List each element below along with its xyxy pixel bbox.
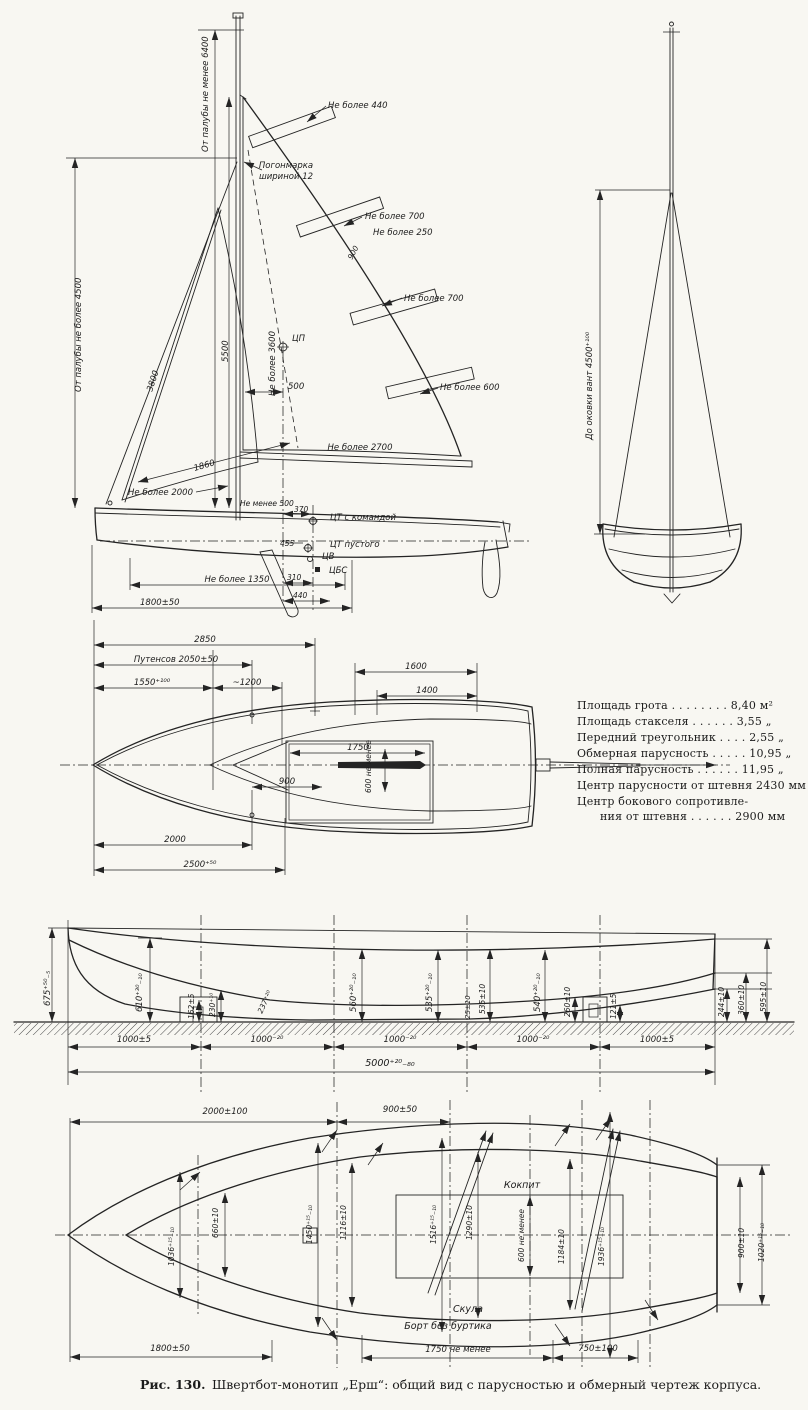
dim-1400: 1400 [416,686,438,696]
dim-600-plan: 600 не менее [517,1208,526,1262]
sail-plan-dimensions [66,30,530,613]
dim-310: 310 [287,573,302,582]
dim-batten2b: Не более 250 [373,228,433,238]
mainsail [240,95,461,456]
mast [233,13,243,520]
dim-putens: Путенсов 2050±50 [133,655,219,665]
dim-1036: 1036⁺¹⁵₋₁₀ [167,1226,176,1266]
dim-1936: 1936⁺¹⁵₋₁₀ [597,1226,606,1266]
spec-row: Обмерная парусность . . . . . 10,95 „ [577,747,792,760]
dim-244: 244±10 [717,986,726,1017]
dim-b750: 750±100 [578,1344,618,1354]
label-ct-crew: ЦТ с командой [330,513,396,523]
dim-b1800: 1800±50 [150,1344,190,1354]
dim-25: 25±10 [464,995,472,1019]
dim-cockpit-600: 600 не менее [364,739,373,793]
spec-row: Площадь грота . . . . . . . . 8,40 м² [577,699,774,712]
dim-230: 230⁺¹⁰ [208,992,217,1017]
dim-1550: 1550⁺¹⁰⁰ [133,678,171,688]
hull-section [603,524,741,603]
dim-cp-3600: Не более 3600 [268,331,278,396]
label-board: Борт без буртика [404,1321,492,1332]
dim-seg-1: 1000±5 [116,1035,152,1045]
dim-plan-900: 900±50 [382,1105,418,1115]
dim-b1750: 1750 не менее [425,1345,491,1355]
dim-675: 675⁺⁵⁰₋₅ [43,970,53,1006]
center-symbols [277,341,320,572]
label-chine: Скула [453,1304,483,1315]
caption-text: Швертбот-монотип „Ерш“: общий вид с парусностью и обмерный чертеж корпуса. [212,1377,762,1392]
dim-1184: 1184±10 [557,1229,566,1264]
dim-seg-5: 1000±5 [639,1035,675,1045]
dim-1290: 1290±10 [465,1205,474,1240]
dim-shroud-4500: До оковки вант 4500⁺¹⁰⁰ [585,331,595,440]
dim-660: 660±10 [211,1207,220,1238]
dim-370: 370 [294,505,309,514]
label-cockpit: Кокпит [503,1180,541,1191]
dim-1600: 1600 [405,662,427,672]
dim-535b: 535±10 [478,983,487,1014]
spec-row: Центр парусности от штевня 2430 мм [577,779,807,792]
dim-boom-2700: Не более 2700 [327,443,393,453]
deck-outline [93,700,536,834]
label-band-2: шириной 12 [258,172,314,182]
dim-900-plan: 900±10 [737,1227,746,1258]
jib [106,162,258,505]
dim-560: 560⁺²⁰₋₁₀ [349,973,359,1012]
dim-2850: 2850 [194,635,216,645]
spec-row: Передний треугольник . . . . 2,55 „ [577,731,785,744]
dim-2500: 2500⁺⁵⁰ [183,860,217,870]
spec-row: Полная парусность . . . . . . 11,95 „ [577,763,784,776]
dim-595: 595±10 [759,981,768,1012]
bow-view-dimensions [594,190,670,534]
dim-deck-4500: От палубы не более 4500 [74,277,84,392]
dim-batten4: Не более 600 [440,383,500,393]
dim-plan-2000: 2000±100 [202,1107,248,1117]
label-band-1: Погонмарка [258,161,314,171]
dim-seg-4: 1000⁻²⁰ [516,1035,550,1045]
dim-deck-6400: От палубы не менее 6400 [201,36,211,152]
label-cbs: ЦБС [329,566,348,576]
dim-360: 360±10 [737,984,746,1015]
dim-1516: 1516⁺¹⁵₋₁₀ [429,1204,438,1244]
dim-batten3: Не более 700 [404,294,464,304]
spec-row: Площадь стакселя . . . . . . 3,55 „ [577,715,772,728]
dim-cp-500: 500 [288,382,305,392]
dim-1450: 1450⁺¹⁵₋₁₀ [305,1204,314,1244]
front-mast [663,22,680,592]
figure-caption [140,1377,761,1392]
sail-area-table [577,699,806,823]
dim-455: 455 [280,539,295,548]
spec-row: Центр бокового сопротивле- [577,795,749,808]
caption-number: Рис. 130. [140,1377,206,1392]
dim-1116: 1116±10 [339,1205,348,1240]
hull-plan-view [55,1100,790,1370]
spec-row: ния от штевня . . . . . . 2900 мм [600,810,786,823]
rudder [482,540,500,598]
dim-2000-deck: 2000 [164,835,186,845]
dim-1800: 1800±50 [140,598,180,608]
dim-260: 260±10 [563,986,572,1017]
dim-loa-5000: 5000⁺²⁰₋₈₀ [365,1058,415,1069]
dim-1020: 1020⁺¹⁵₋₁₀ [757,1222,766,1262]
label-cp: ЦП [292,334,305,344]
dim-seg-3: 1000⁻²⁰ [383,1035,417,1045]
bow-view [585,22,741,603]
dim-mast-5500: 5500 [221,340,231,362]
dim-jib-2000: Не более 2000 [128,488,193,498]
dim-121: 121±5 [609,993,618,1019]
dim-leech-900: 900 [345,244,361,261]
dim-foot-1860: 1860 [192,458,217,474]
ground [14,1022,794,1035]
dim-162: 162±5 [187,993,196,1019]
label-ct-empty: ЦТ пустого [330,540,380,550]
dim-seg-2: 1000⁻²⁰ [250,1035,284,1045]
battens [249,106,475,398]
shrouds [614,193,730,537]
dim-440: 440 [293,591,308,600]
dim-540: 540⁺²⁰₋₁₀ [533,973,543,1012]
sail-plan-view [66,13,530,617]
dim-batten1: Не более 440 [328,101,388,111]
dim-1350: Не более 1350 [204,575,270,585]
label-cv: ЦВ [322,552,335,562]
dim-900-deck: 900 [278,777,296,787]
dim-batten2: Не более 700 [365,212,425,222]
hull-profile-view [14,915,794,1093]
dim-1200: ~1200 [232,678,262,688]
dim-boom-500: Не менее 500 [240,499,294,508]
dim-1750: 1750 [347,743,369,753]
dim-535a: 535⁺²⁰₋₁₀ [425,973,435,1012]
dim-237: 237⁺²⁰ [255,989,275,1015]
dim-610: 610⁺³⁰₋₁₀ [135,973,145,1012]
dim-luff-3800: 3800 [145,369,162,393]
